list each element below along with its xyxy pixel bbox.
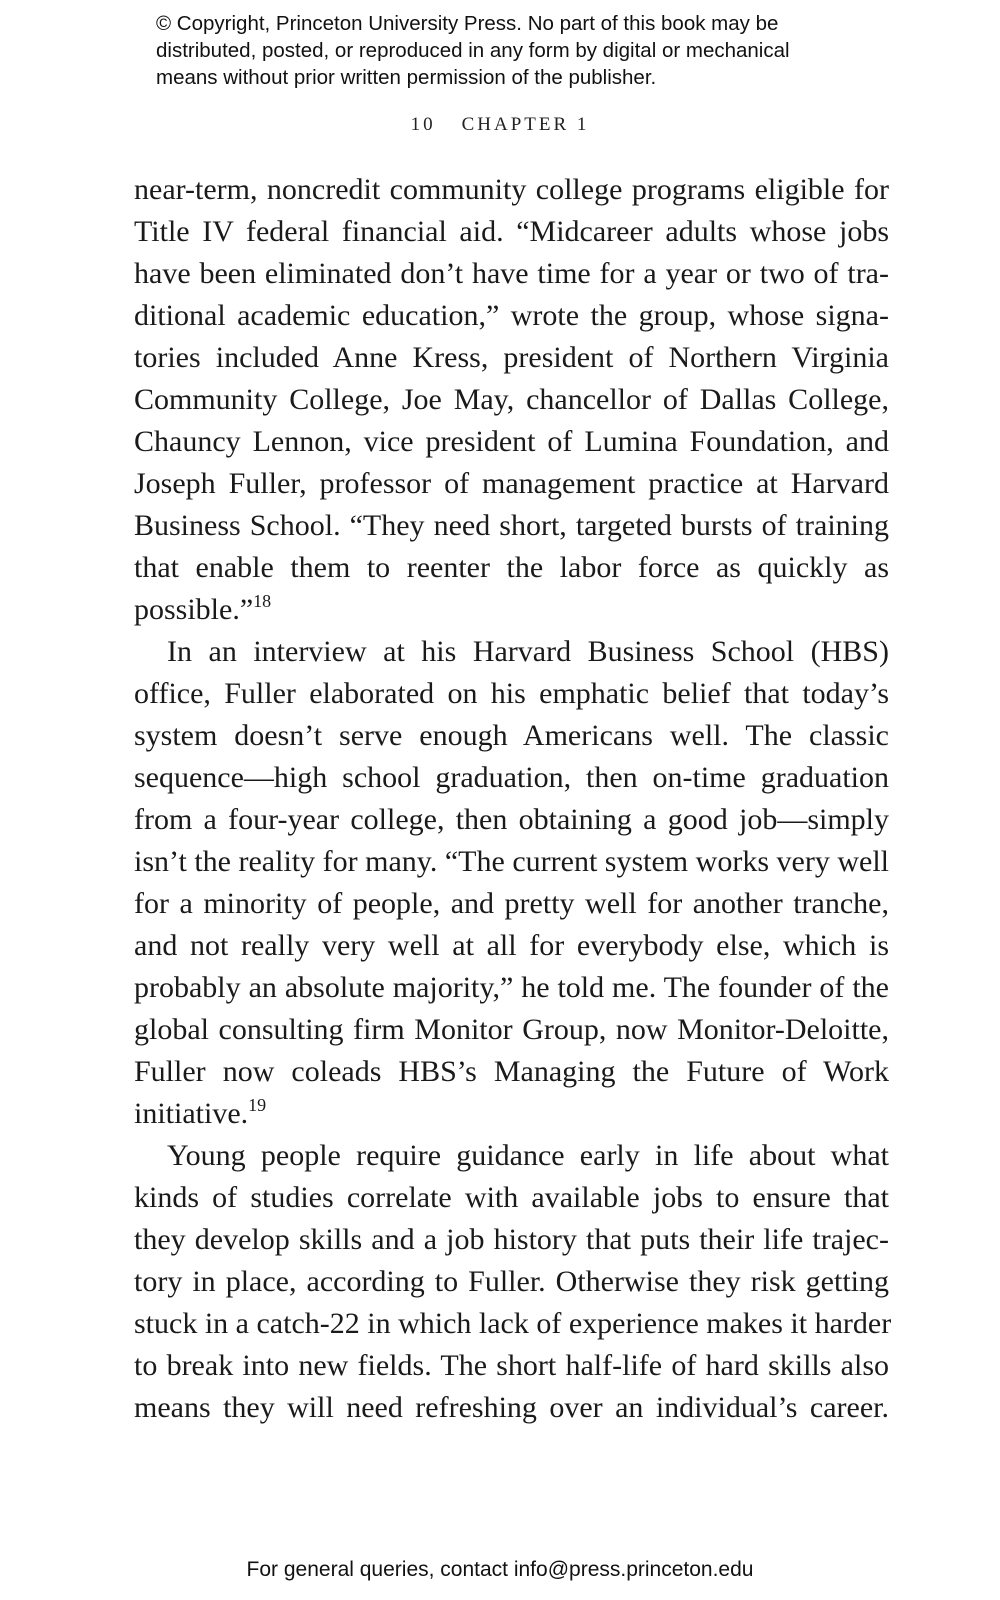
text-line: they develop skills and a job history that puts their life trajec- (134, 1223, 889, 1256)
text-line: tory in place, according to Fuller. Otherwise they risk getting (134, 1265, 889, 1298)
text-line: have been eliminated don’t have time for a year or two of tra- (134, 257, 889, 290)
text-line: Business School. “They need short, targeted bursts of training (134, 509, 889, 542)
text-line: Young people require guidance early in life about what (167, 1139, 889, 1172)
copyright-line: © Copyright, Princeton University Press. No part of this book may be (156, 12, 779, 35)
chapter-title: CHAPTER 1 (461, 114, 590, 135)
copyright-line: distributed, posted, or reproduced in any form by digital or mechanical (156, 39, 790, 62)
text-line: global consulting firm Monitor Group, now Monitor-Deloitte, (134, 1013, 889, 1046)
line-text: initiative. (134, 1097, 249, 1130)
text-line: to break into new fields. The short half-life of hard skills also (134, 1349, 889, 1382)
running-head (0, 114, 1000, 136)
text-line: and not really very well at all for everybody else, which is (134, 929, 889, 962)
text-line: Chauncy Lennon, vice president of Lumina Foundation, and (134, 425, 889, 458)
footnote-marker[interactable]: 19 (248, 1095, 267, 1115)
text-line: Title IV federal financial aid. “Midcareer adults whose jobs (134, 215, 889, 248)
text-line: tories included Anne Kress, president of Northern Virginia (134, 341, 889, 374)
text-line: office, Fuller elaborated on his emphatic belief that today’s (134, 677, 889, 710)
text-line: ditional academic education,” wrote the group, whose signa- (134, 299, 889, 332)
text-line: system doesn’t serve enough Americans well. The classic (134, 719, 889, 752)
text-line: stuck in a catch-22 in which lack of experience makes it harder (134, 1307, 892, 1340)
paragraph (134, 169, 889, 631)
text-line: that enable them to reenter the labor force as quickly as (134, 551, 889, 584)
text-line (134, 589, 889, 631)
text-line: probably an absolute majority,” he told me. The founder of the (134, 971, 889, 1004)
text-line: Community College, Joe May, chancellor of Dallas College, (134, 383, 889, 416)
text-line (134, 1093, 889, 1135)
text-line: means they will need refreshing over an individual’s career. (134, 1391, 889, 1424)
body-text (134, 169, 892, 1429)
text-line: near-term, noncredit community college programs eligible for (134, 173, 889, 206)
text-line: kinds of studies correlate with available jobs to ensure that (134, 1181, 889, 1214)
footnote-marker[interactable]: 18 (253, 591, 272, 611)
text-line: In an interview at his Harvard Business School (HBS) (167, 635, 889, 668)
text-line: sequence—high school graduation, then on-time graduation (134, 761, 889, 794)
page-number: 10 (410, 114, 436, 135)
line-text: possible.” (134, 593, 254, 626)
text-line: Fuller now coleads HBS’s Managing the Future of Work (134, 1055, 889, 1088)
copyright-line: means without prior written permission of the publisher. (156, 66, 657, 89)
text-line: isn’t the reality for many. “The current system works very well (134, 845, 889, 878)
copyright-notice (156, 10, 876, 91)
text-line: from a four-year college, then obtaining a good job—simply (134, 803, 889, 836)
paragraph (134, 1135, 892, 1429)
footer-contact: For general queries, contact info@press.princeton.edu (246, 1558, 754, 1581)
paragraph (134, 631, 889, 1135)
text-line: Joseph Fuller, professor of management practice at Harvard (134, 467, 889, 500)
text-line: for a minority of people, and pretty well for another tranche, (134, 887, 889, 920)
